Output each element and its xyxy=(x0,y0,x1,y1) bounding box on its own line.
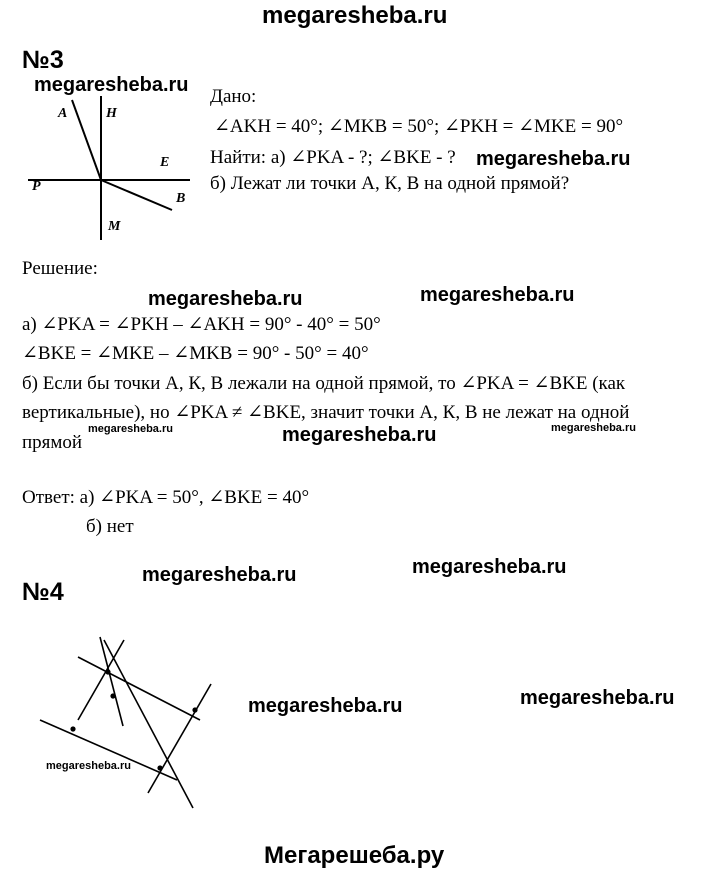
watermark: megaresheba.ru xyxy=(148,288,303,310)
watermark: megaresheba.ru xyxy=(34,74,189,96)
solution-a-line2: ∠BKE = ∠MKE – ∠MKB = 90° - 50° = 40° xyxy=(22,343,369,364)
given-values: ∠AKH = 40°; ∠MKB = 50°; ∠PKH = ∠MKE = 90° xyxy=(214,116,624,137)
solution-b-line1: б) Если бы точки А, К, В лежали на одной прямой, то ∠PKA = ∠BKE (как xyxy=(22,373,626,394)
solution-b-line2: вертикальные), но ∠PKA ≠ ∠BKE, значит точки А, К, В не лежат на одной xyxy=(22,402,630,423)
watermark: megaresheba.ru xyxy=(551,422,636,434)
find-text: Найти: а) ∠PKA - ?; ∠BKE - ? xyxy=(210,147,456,168)
watermark: megaresheba.ru xyxy=(476,148,631,170)
label-A: A xyxy=(58,106,68,121)
problem-4-number: №4 xyxy=(22,578,64,606)
solution-label: Решение: xyxy=(22,258,98,279)
watermark: megaresheba.ru xyxy=(420,284,575,306)
solution-b-line3: прямой xyxy=(22,432,83,453)
watermark: megaresheba.ru xyxy=(282,424,437,446)
label-E: E xyxy=(160,155,170,170)
header-site-title: megaresheba.ru xyxy=(262,2,448,29)
watermark: megaresheba.ru xyxy=(88,423,173,435)
label-M: M xyxy=(108,219,121,234)
problem-3-number: №3 xyxy=(22,46,64,74)
watermark: megaresheba.ru xyxy=(46,760,131,772)
solution-a-line1: а) ∠PKA = ∠PKH – ∠AKH = 90° - 40° = 50° xyxy=(22,314,381,335)
watermark: megaresheba.ru xyxy=(248,695,403,717)
label-B: B xyxy=(176,191,186,206)
answer-b: б) нет xyxy=(86,516,134,537)
watermark: megaresheba.ru xyxy=(142,564,297,586)
watermark: megaresheba.ru xyxy=(520,687,675,709)
watermark: megaresheba.ru xyxy=(412,556,567,578)
find-b-text: б) Лежат ли точки А, К, В на одной прямой? xyxy=(210,173,570,194)
label-P: P xyxy=(32,179,41,194)
footer-site-title: Мегарешеба.ру xyxy=(264,842,445,869)
label-H: H xyxy=(106,106,117,121)
given-label: Дано: xyxy=(210,86,257,107)
answer-a: Ответ: а) ∠PKA = 50°, ∠BKE = 40° xyxy=(22,487,310,508)
